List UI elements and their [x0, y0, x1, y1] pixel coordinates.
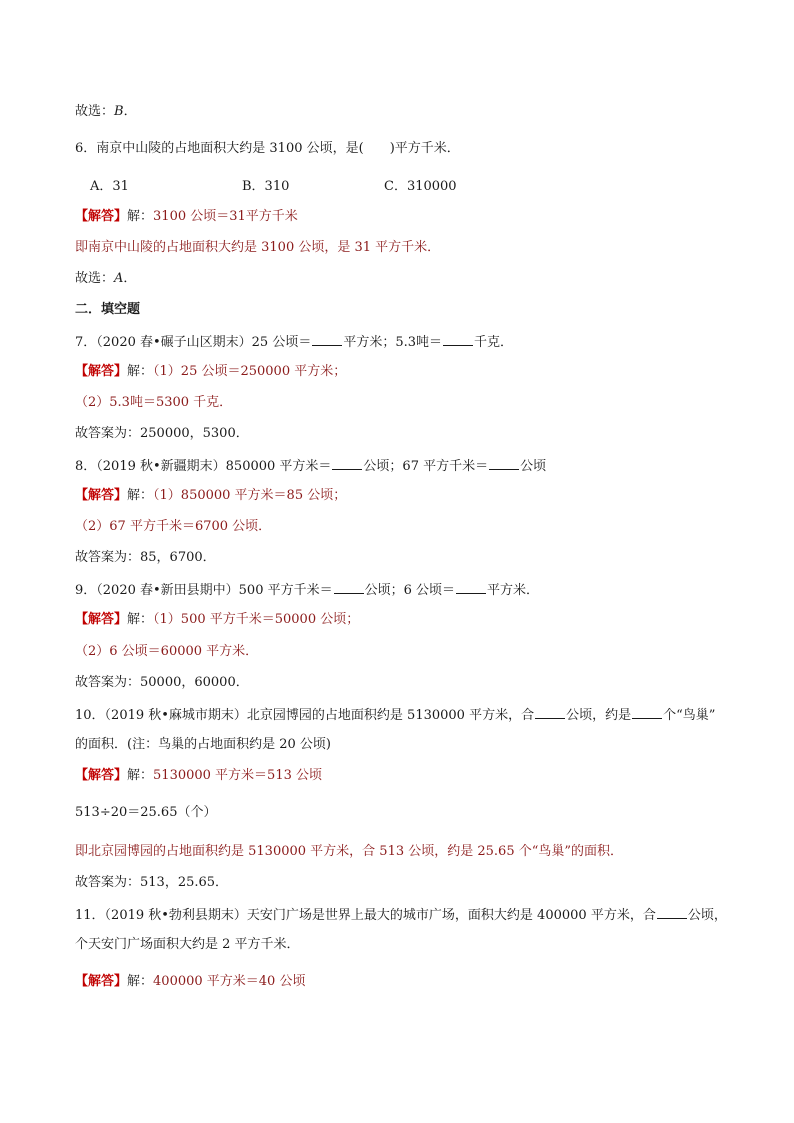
answer-10-line-3: 即北京园博园的占地面积约是 5130000 平方米，合 513 公顷，约是 25.65 个“鸟巢”的面积．: [75, 844, 624, 859]
question-10: 10．（2019 秋•麻城市期末）北京园博园的占地面积约是 5130000 平方米，合 公顷，约是 个“鸟巢”: [75, 705, 715, 725]
answer-8-line-3: 故答案为：85，6700．: [75, 550, 216, 565]
section-title: 二．填空题: [75, 302, 141, 317]
answer-7-line-1: 【解答】解：（1）25 公顷＝250000 平方米；: [75, 364, 347, 379]
answer-6-line-1: 【解答】解：3100 公顷＝31平方千米: [75, 209, 298, 224]
answer-9-line-2: （2）6 公顷＝60000 平方米．: [75, 644, 259, 659]
answer-6-line-3: 故选：A．: [75, 271, 137, 286]
question-11-cont: 个天安门广场面积大约是 2 平方千米．: [75, 937, 300, 952]
option-b: B．310: [242, 179, 290, 194]
answer-8-line-1: 【解答】解：（1）850000 平方米＝85 公顷；: [75, 488, 347, 503]
answer-9-line-3: 故答案为：50000，60000．: [75, 675, 249, 690]
answer-10-line-4: 故答案为：513，25.65．: [75, 875, 229, 890]
answer-8-line-2: （2）67 平方千米＝6700 公顷．: [75, 519, 272, 534]
answer-6-line-2: 即南京中山陵的占地面积大约是 3100 公顷，是 31 平方千米．: [75, 240, 441, 255]
answer-10-line-2: 513÷20＝25.65（个）: [75, 805, 217, 820]
question-8: 8．（2019 秋•新疆期末）850000 平方米＝ 公顷；67 平方千米＝ 公顷: [75, 456, 546, 476]
question-9: 9．（2020 春•新田县期中）500 平方千米＝ 公顷；6 公顷＝ 平方米．: [75, 580, 539, 600]
question-6: 6．南京中山陵的占地面积大约是 3100 公顷，是( )平方千米．: [75, 141, 460, 156]
question-10-cont: 的面积．(注：鸟巢的占地面积约是 20 公顷): [75, 737, 331, 752]
answer-10-line-1: 【解答】解：5130000 平方米＝513 公顷: [75, 768, 323, 783]
answer-9-line-1: 【解答】解：（1）500 平方千米＝50000 公顷；: [75, 612, 360, 627]
answer-11-line-1: 【解答】解：400000 平方米＝40 公顷: [75, 974, 306, 989]
question-7: 7．（2020 春•碾子山区期末）25 公顷＝ 平方米；5.3吨＝ 千克．: [75, 332, 513, 352]
answer-7-line-2: （2）5.3吨＝5300 千克．: [75, 395, 233, 410]
option-a: A．31: [90, 179, 129, 194]
answer-7-line-3: 故答案为：250000，5300．: [75, 426, 249, 441]
option-c: C．310000: [384, 179, 457, 194]
question-11: 11．（2019 秋•勃利县期末）天安门广场是世界上最大的城市广场，面积大约是 400000 平方米，合 公顷，: [75, 905, 727, 925]
answer-choice-5: 故选：B．: [75, 104, 137, 119]
